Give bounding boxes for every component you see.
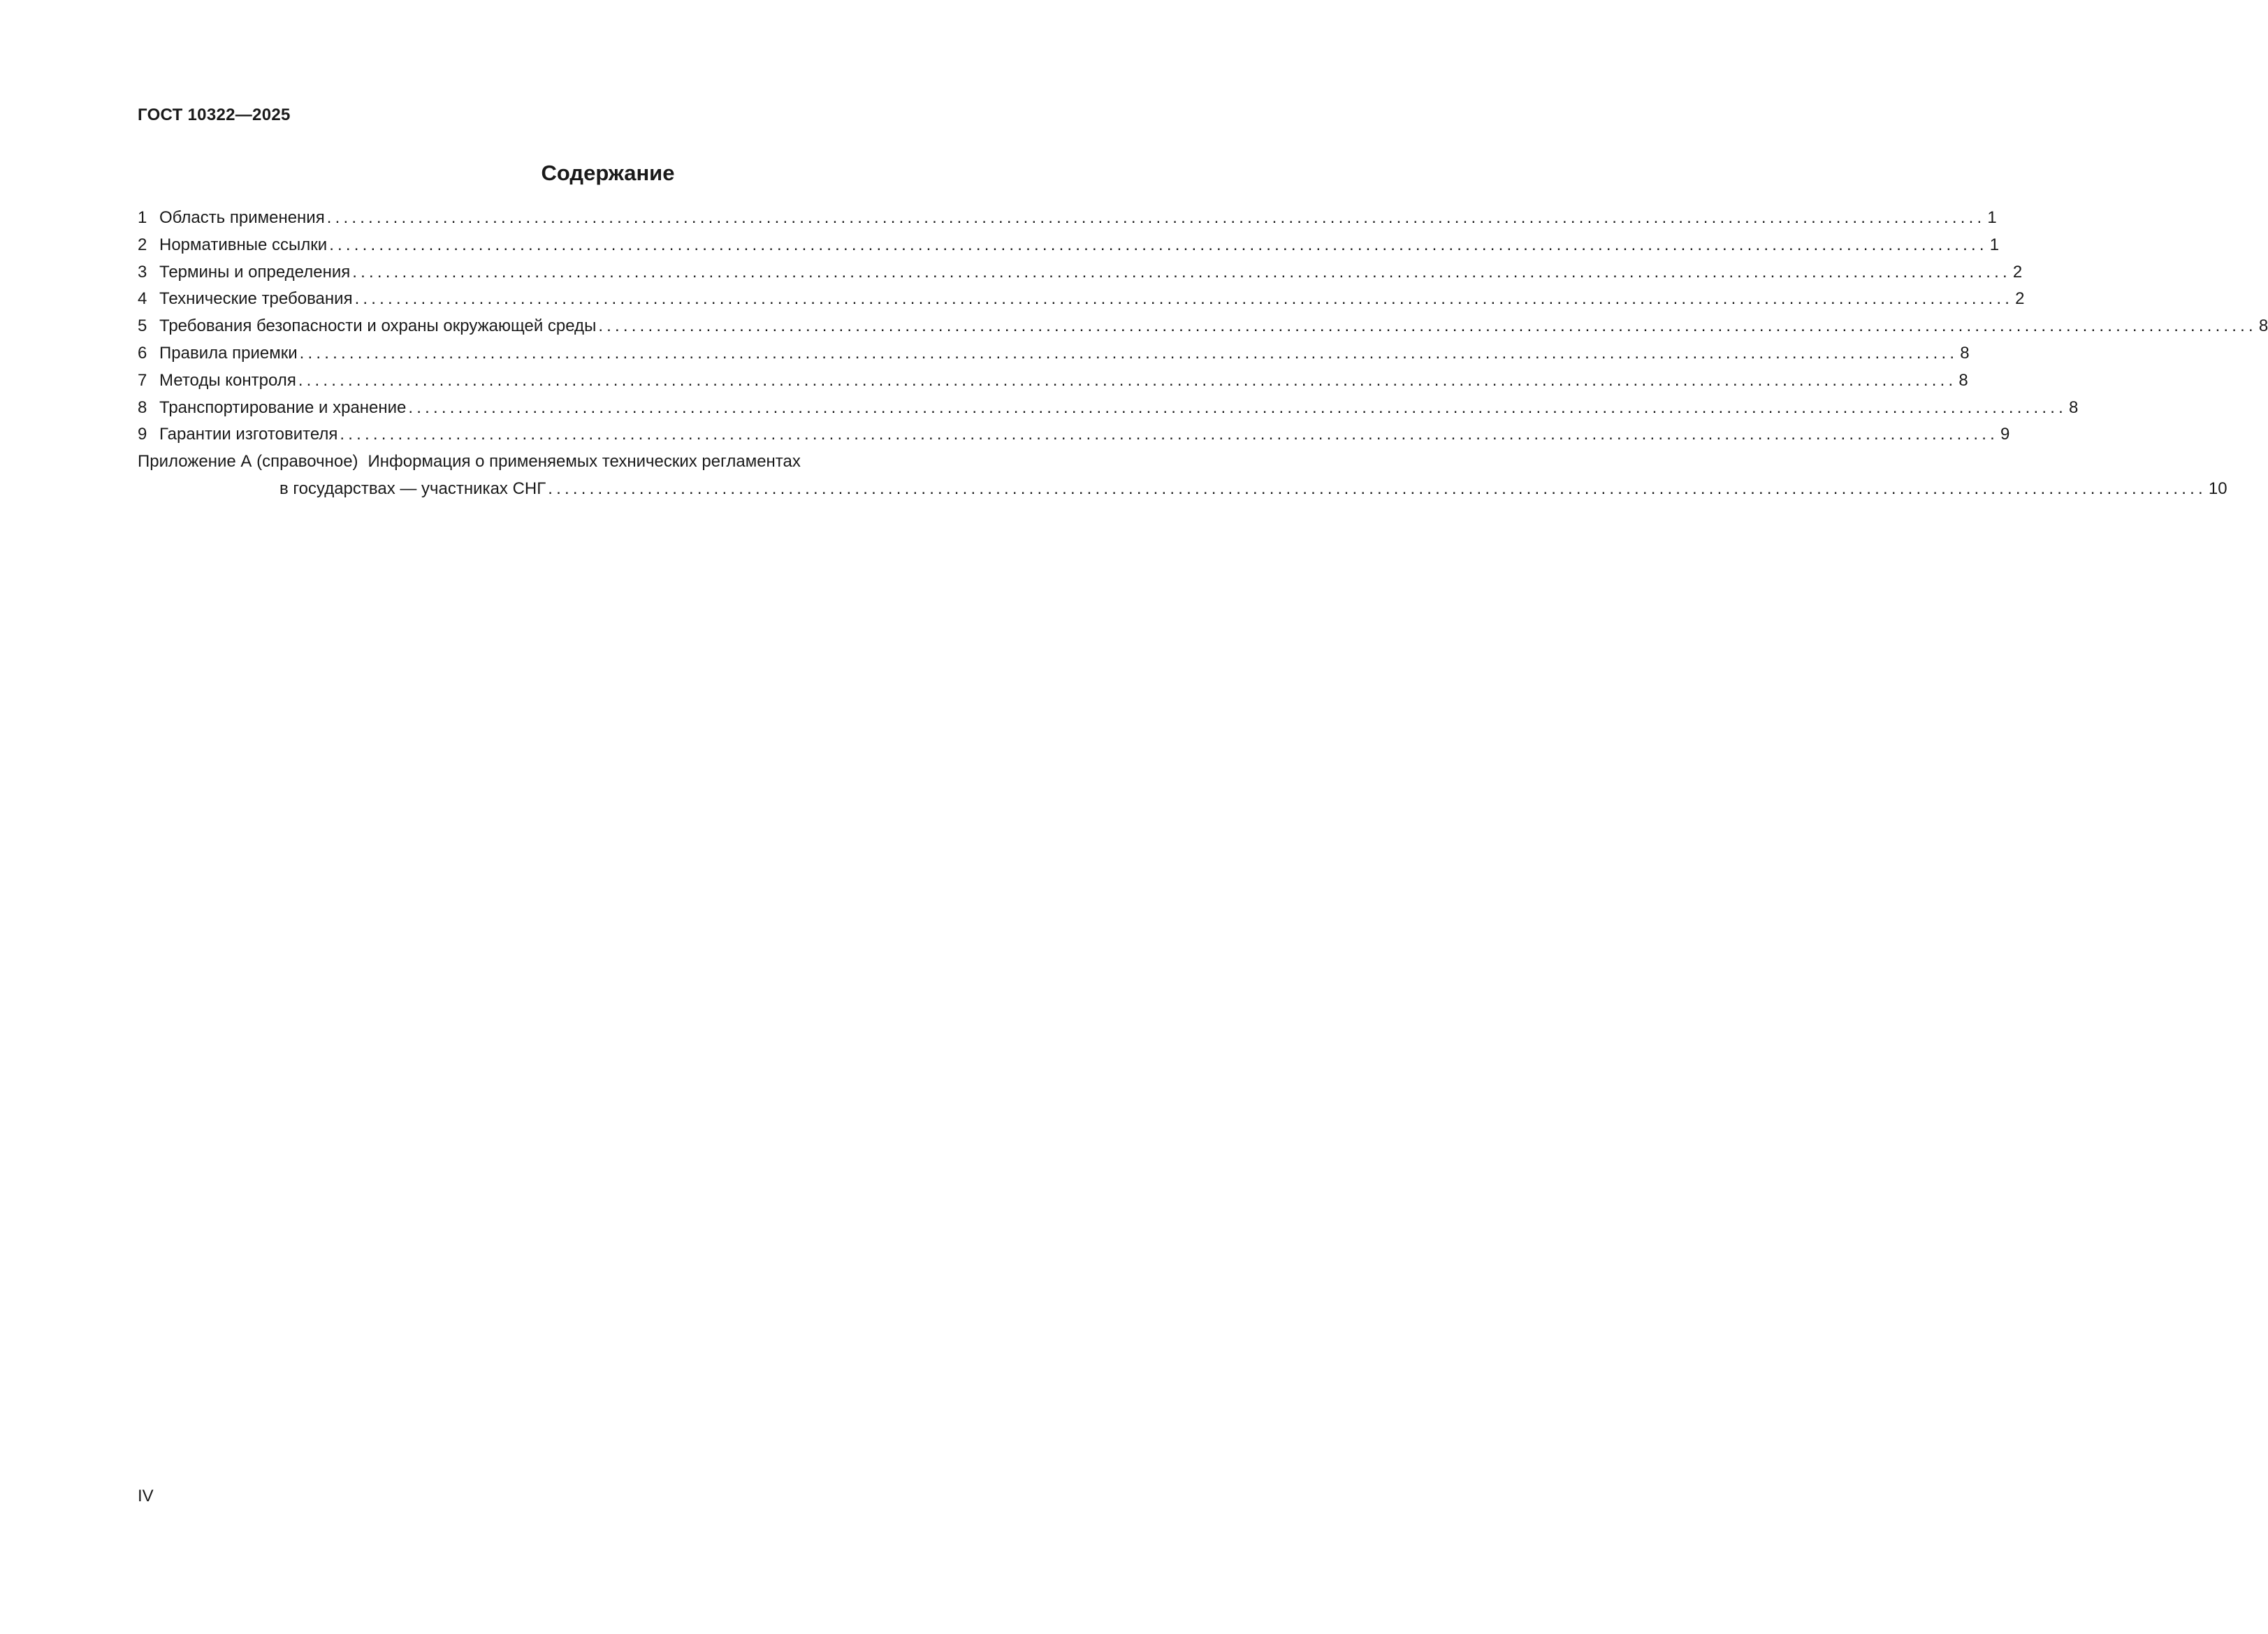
document-code: ГОСТ 10322—2025	[138, 105, 291, 124]
toc-item-number: 4	[138, 289, 147, 309]
toc-item-title: Нормативные ссылки	[159, 235, 328, 254]
toc-item[interactable]	[138, 343, 1970, 370]
toc-dot-leader: ........................................................................................................................................................................................................	[299, 343, 1958, 363]
toc-item-page: 8	[1960, 343, 1970, 363]
toc-annex-item[interactable]	[138, 451, 2227, 506]
toc-item[interactable]	[138, 235, 2000, 262]
toc-item-title: Правила приемки	[159, 343, 298, 363]
toc-item[interactable]	[138, 397, 2079, 425]
toc-item-title: Требования безопасности и охраны окружающей среды	[159, 316, 597, 336]
toc-dot-leader: ........................................................................................................................................................................................................	[354, 289, 2014, 309]
toc-item-title: Область применения	[159, 208, 325, 227]
toc-dot-leader: ........................................................................................................................................................................................................	[598, 316, 2257, 336]
annex-label: Приложение А (справочное)	[138, 452, 358, 472]
toc-dot-leader: ........................................................................................................................................................................................................	[340, 425, 1998, 444]
toc-item-number: 9	[138, 425, 147, 444]
page-number: IV	[138, 1487, 154, 1505]
toc-dot-leader: ........................................................................................................................................................................................................	[548, 479, 2207, 498]
table-of-contents	[138, 207, 2268, 506]
toc-item-number: 7	[138, 370, 147, 390]
toc-item-page: 8	[1958, 370, 1968, 390]
toc-item[interactable]	[138, 262, 2023, 289]
toc-item[interactable]	[138, 289, 2025, 316]
toc-item-number: 8	[138, 397, 147, 417]
toc-item-title: Методы контроля	[159, 370, 296, 390]
toc-item-title: Технические требования	[159, 289, 353, 309]
toc-item-number: 6	[138, 343, 147, 363]
toc-dot-leader: ........................................................................................................................................................................................................	[408, 397, 2067, 417]
toc-item-page: 9	[2000, 425, 2010, 444]
toc-dot-leader: ........................................................................................................................................................................................................	[326, 208, 1986, 227]
toc-item[interactable]	[138, 316, 2268, 343]
toc-dot-leader: ........................................................................................................................................................................................................	[298, 370, 1957, 390]
toc-item-title: Транспортирование и хранение	[159, 397, 407, 417]
toc-item-page: 8	[2258, 316, 2268, 336]
toc-item-number: 2	[138, 235, 147, 254]
toc-item-page: 8	[2069, 397, 2079, 417]
toc-item[interactable]	[138, 207, 1997, 235]
toc-item-page: 1	[1987, 208, 1997, 227]
toc-title: Содержание	[541, 161, 675, 185]
toc-item[interactable]	[138, 424, 2010, 451]
annex-title-line-1: Информация о применяемых технических регламентах	[368, 452, 801, 472]
toc-item-number: 5	[138, 316, 147, 336]
annex-title-line-2: в государствах — участниках СНГ	[279, 479, 546, 498]
toc-item-page: 2	[2012, 262, 2023, 282]
toc-dot-leader: ........................................................................................................................................................................................................	[352, 262, 2011, 282]
toc-item-title: Гарантии изготовителя	[159, 425, 338, 444]
toc-dot-leader: ........................................................................................................................................................................................................	[329, 235, 1988, 254]
toc-item-number: 1	[138, 208, 147, 227]
toc-item[interactable]	[138, 370, 1968, 397]
annex-page: 10	[2208, 479, 2227, 498]
toc-item-page: 2	[2015, 289, 2025, 309]
toc-item-number: 3	[138, 262, 147, 282]
toc-item-title: Термины и определения	[159, 262, 351, 282]
toc-item-page: 1	[1989, 235, 2000, 254]
